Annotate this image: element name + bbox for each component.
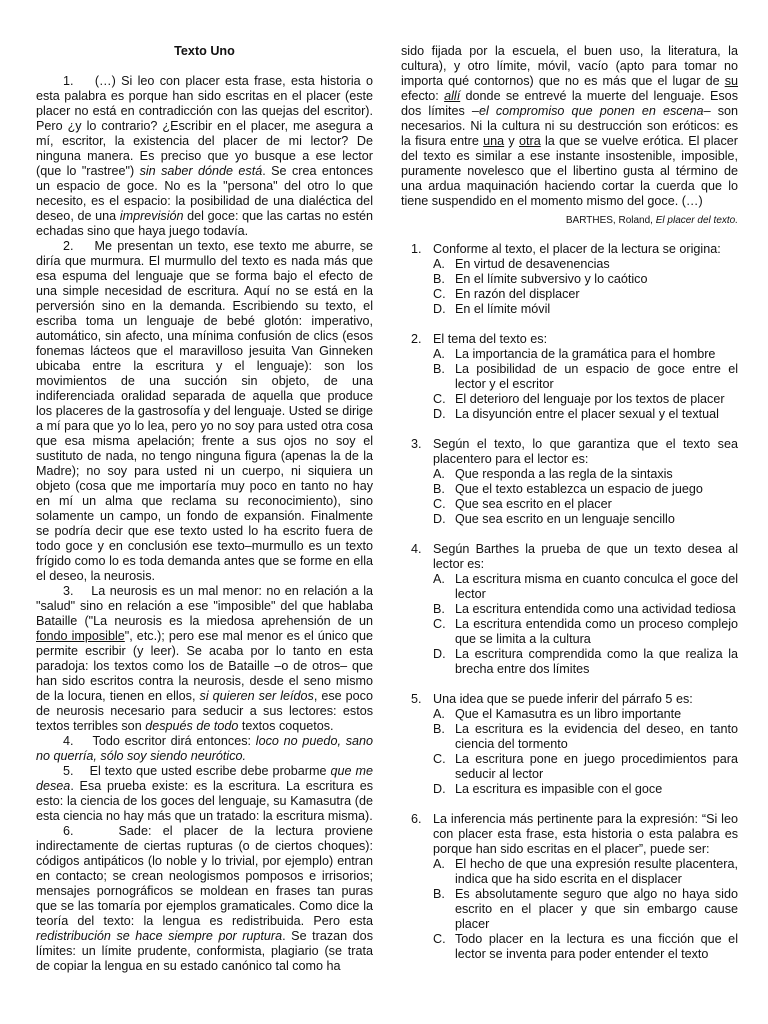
paragraph-number: 6. — [63, 824, 74, 838]
text-run: del goce: que las cartas no estén echadas sino que haya juego todavía. — [36, 209, 373, 238]
question-number: 1. — [411, 242, 422, 256]
answer-option — [433, 602, 738, 617]
option-text: La escritura misma en cuanto conculca el goce del lector — [455, 572, 738, 601]
answer-option — [433, 887, 738, 932]
answer-option — [433, 287, 738, 302]
question-number: 6. — [411, 812, 422, 826]
option-text: En virtud de desavenencias — [455, 257, 610, 271]
option-text: La escritura es impasible con el goce — [455, 782, 663, 796]
option-letter: B. — [433, 722, 445, 736]
answer-options — [401, 857, 738, 962]
text-run: redistribución se hace siempre por ruptura — [36, 929, 283, 943]
option-letter: A. — [433, 347, 445, 361]
option-text: La escritura es la evidencia del deseo, en tanto ciencia del tormento — [455, 722, 738, 751]
answer-options — [401, 467, 738, 527]
text-run: La neurosis es un mal menor: no en relación a la "salud" sino en relación a ese "imposible" del que hablaba Bataille ("La neurosis es la miedosa aprehensión de un — [36, 584, 373, 628]
option-letter: A. — [433, 572, 445, 586]
question-number: 5. — [411, 692, 422, 706]
paragraph — [36, 764, 373, 824]
paragraph-number: 1. — [63, 74, 74, 88]
option-text: La importancia de la gramática para el hombre — [455, 347, 716, 361]
option-letter: D. — [433, 407, 446, 421]
answer-option — [433, 497, 738, 512]
text-run: su — [724, 74, 738, 88]
text-run: después de todo — [145, 719, 239, 733]
paragraph — [36, 74, 373, 239]
question-text: Según Barthes la prueba de que un texto desea al lector es: — [433, 542, 738, 571]
answer-option — [433, 512, 738, 527]
question-stem — [401, 542, 738, 572]
answer-options — [401, 707, 738, 797]
option-letter: A. — [433, 857, 445, 871]
text-run: donde se entrevé la muerte del lenguaje. Esos dos límites – — [401, 89, 738, 118]
option-text: Es absolutamente seguro que algo no haya sido escrito en el placer y que sin embargo cause placer — [455, 887, 738, 931]
option-letter: B. — [433, 362, 445, 376]
paragraph-number: 2. — [63, 239, 74, 253]
option-letter: A. — [433, 257, 445, 271]
answer-option — [433, 347, 738, 362]
text-run: allí — [444, 89, 461, 103]
text-run: textos coquetos. — [238, 719, 334, 733]
option-text: La escritura entendida como un proceso complejo que se limita a la cultura — [455, 617, 738, 646]
option-text: Que sea escrito en un lenguaje sencillo — [455, 512, 675, 526]
text-run: y — [504, 134, 520, 148]
option-text: Que el texto establezca un espacio de juego — [455, 482, 703, 496]
question-item — [401, 812, 738, 962]
option-letter: C. — [433, 932, 446, 946]
text-run: . Se trazan dos límites: un límite prudente, conformista, plagiario (se trata de copiar la lengua en su estado canónico tal como ha — [36, 929, 373, 973]
text-run: efecto: — [401, 89, 445, 103]
answer-option — [433, 302, 738, 317]
text-run: la que se vuelve erótica. El placer del texto es similar a ese instante insostenible, imposible, puramente novelesco que el libertino gusta al término de una ardua maquinación haciendo cortar la cuerda que lo tiene suspendido en el momento mismo del goce. (…) — [401, 134, 738, 208]
text-continuation — [401, 44, 738, 209]
answer-options — [401, 347, 738, 422]
attribution-author: BARTHES, Roland, — [565, 215, 656, 226]
option-text: La disyunción entre el placer sexual y el textual — [455, 407, 719, 421]
answer-option — [433, 857, 738, 887]
paragraph — [36, 584, 373, 734]
question-item — [401, 332, 738, 422]
option-text: En el límite subversivo y lo caótico — [455, 272, 648, 286]
text-run: que me desea — [36, 764, 374, 793]
option-text: La escritura comprendida como la que realiza la brecha entre dos límites — [455, 647, 738, 676]
option-letter: D. — [433, 782, 446, 796]
answer-options — [401, 257, 738, 317]
answer-option — [433, 572, 738, 602]
attribution-work: El placer del texto. — [655, 215, 738, 226]
text-body — [36, 74, 373, 974]
text-run: el compromiso que ponen en escena — [478, 104, 704, 118]
paragraph-number: 4. — [63, 734, 74, 748]
option-text: En el límite móvil — [455, 302, 551, 316]
option-letter: B. — [433, 482, 445, 496]
question-number: 4. — [411, 542, 422, 556]
option-letter: B. — [433, 887, 445, 901]
answer-option — [433, 647, 738, 677]
question-stem — [401, 332, 738, 347]
answer-option — [433, 272, 738, 287]
text-run: . Se crea entonces un espacio de goce. No es la "persona" del otro lo que necesito, es el espacio: la posibilidad de una dialéctica del deseo, de una — [36, 164, 373, 223]
paragraph-number: 5. — [63, 764, 74, 778]
question-item — [401, 437, 738, 527]
questions-list — [401, 242, 738, 962]
answer-option — [433, 782, 738, 797]
question-stem — [401, 692, 738, 707]
paragraph — [36, 239, 373, 584]
text-run: Me presentan un texto, ese texto me aburre, se diría que murmura. El murmullo del texto es nada más que esa espuma del lenguaje que se forma bajo el efecto de una simple necesidad de escritura. Aquí no se está en la perversión sino en la demanda. Escribiendo su texto, el escriba toma un lenguaje de bebé glotón: imperativo, automático, sin afecto, una mínima confusión de clics (esos fonemas lácteos que el maravilloso jesuita Van Ginneken ubicaba entre la escritura y el lenguaje): son los movimientos de una succión sin objeto, de una indiferenciada oralidad separada de aquella que produce los placeres de la gastrosofía y del lenguaje. Usted se dirige a mí para que yo lo lea, pero yo no soy para usted otra cosa que esa misma apelación; frente a sus ojos no soy el sustituto de nada, no tengo ninguna figura (apenas la de la Madre); no soy para usted ni un cuerpo, ni siquiera un objeto (cosa que me importaría muy poco en tanto no hay en mí un alma que reclama su reconocimiento), sino solamente un campo, un fondo de expansión. Finalmente se podría decir que ese texto usted lo ha escrito fuera de todo goce y en conclusión ese texto–murmullo es un texto frígido como lo es toda demanda antes que se forme en ella el deseo, la neurosis. — [36, 239, 373, 583]
text-run: ", etc.); pero ese mal menor es el único que permite escribir (y leer). Se acaba por lo tanto en esta paradoja: los textos como los de Bataille –o de otros– que han sido escritos contra la neurosis, desde el seno mismo de la locura, tienen en ellos, — [36, 629, 373, 703]
answer-options — [401, 572, 738, 677]
answer-option — [433, 257, 738, 272]
answer-option — [433, 752, 738, 782]
option-text: La posibilidad de un espacio de goce entre el lector y el escritor — [455, 362, 738, 391]
option-letter: A. — [433, 707, 445, 721]
text-run: otra — [519, 134, 541, 148]
text-run: si quieren ser leídos — [199, 689, 314, 703]
question-text: La inferencia más pertinente para la expresión: “Si leo con placer esta frase, esta historia o esta palabra es porque han sido escritas en el placer”, puede ser: — [433, 812, 738, 856]
text-run: (…) Si leo con placer esta frase, esta historia o esta palabra es porque han sido escritas en el placer (este placer no está en contradicción con las quejas del escritor). Pero ¿y lo contrario? ¿Escribir en el placer, me asegura a mí, escritor, la existencia del placer de mi lector? De ninguna manera. Es preciso que yo busque a ese lector (que lo "rastree") — [36, 74, 373, 178]
answer-option — [433, 467, 738, 482]
text-run: imprevisión — [119, 209, 184, 223]
text-run: una — [483, 134, 505, 148]
text-run: sin saber dónde está — [139, 164, 263, 178]
text-run: , ese poco de neurosis necesario para seducir a sus lectores: estos textos terribles son — [36, 689, 373, 733]
option-letter: D. — [433, 302, 446, 316]
option-text: La escritura entendida como una actividad tediosa — [455, 602, 736, 616]
answer-option — [433, 392, 738, 407]
right-column — [401, 44, 738, 977]
text-run: – son necesarios. Ni la cultura ni su destrucción son eróticos: es la fisura entre — [401, 104, 739, 148]
paragraph — [36, 734, 373, 764]
question-item — [401, 692, 738, 797]
question-text: Según el texto, lo que garantiza que el texto sea placentero para el lector es: — [433, 437, 738, 466]
option-text: Todo placer en la lectura es una ficción que el lector se inventa para poder entender el texto — [455, 932, 738, 961]
option-text: Que el Kamasutra es un libro importante — [455, 707, 682, 721]
question-number: 3. — [411, 437, 422, 451]
answer-option — [433, 482, 738, 497]
question-stem — [401, 437, 738, 467]
text-run: El texto que usted escribe debe probarme — [89, 764, 331, 778]
answer-option — [433, 722, 738, 752]
question-text: El tema del texto es: — [433, 332, 548, 346]
option-letter: C. — [433, 752, 446, 766]
option-text: En razón del displacer — [455, 287, 580, 301]
answer-option — [433, 707, 738, 722]
text-run: Todo escritor dirá entonces: — [92, 734, 256, 748]
option-text: Que sea escrito en el placer — [455, 497, 612, 511]
option-text: Que responda a las regla de la sintaxis — [455, 467, 673, 481]
option-text: El deterioro del lenguaje por los textos de placer — [455, 392, 725, 406]
text-run: fondo imposible — [36, 629, 125, 643]
question-number: 2. — [411, 332, 422, 346]
paragraph — [36, 824, 373, 974]
text-run: sido fijada por la escuela, el buen uso, la literatura, la cultura), y otro límite, móvil, vacío (apto para tomar no importa qué contornos) que no es más que el lugar de — [401, 44, 738, 88]
left-column — [36, 44, 373, 974]
answer-option — [433, 407, 738, 422]
question-item — [401, 242, 738, 317]
page-title: Texto Uno — [174, 44, 235, 58]
question-item — [401, 542, 738, 677]
paragraph-number: 3. — [63, 584, 74, 598]
text-run: . Esa prueba existe: es la escritura. La escritura es esto: la ciencia de los goces del lenguaje, su Kamasutra (de esta ciencia no hay más que un tratado: la escritura misma). — [36, 779, 373, 823]
attribution — [401, 213, 738, 228]
question-text: Una idea que se puede inferir del párrafo 5 es: — [433, 692, 693, 706]
answer-option — [433, 617, 738, 647]
option-letter: B. — [433, 272, 445, 286]
option-letter: D. — [433, 512, 446, 526]
question-stem — [401, 812, 738, 857]
option-text: La escritura pone en juego procedimientos para seducir al lector — [455, 752, 738, 781]
question-stem — [401, 242, 738, 257]
text-run: loco no puedo, sano no querría, sólo soy siendo neurótico. — [36, 734, 374, 763]
option-letter: C. — [433, 617, 446, 631]
option-letter: B. — [433, 602, 445, 616]
option-letter: C. — [433, 497, 446, 511]
answer-option — [433, 932, 738, 962]
text-run: Sade: el placer de la lectura proviene indirectamente de ciertas rupturas (o de ciertos choques): códigos antipáticos (lo noble y lo trivial, por ejemplo) entran en contacto; se crean neologismos pomposos e irrisorios; mensajes pornográficos se moldean en frases tan puras que se las tomaría por ejemplos gramaticales. Como dice la teoría del texto: la lengua es redistribuida. Pero esta — [36, 824, 373, 928]
answer-option — [433, 362, 738, 392]
question-text: Conforme al texto, el placer de la lectura se origina: — [433, 242, 721, 256]
option-letter: D. — [433, 647, 446, 661]
option-letter: C. — [433, 287, 446, 301]
option-text: El hecho de que una expresión resulte placentera, indica que ha sido escrita en el displacer — [455, 857, 738, 886]
option-letter: A. — [433, 467, 445, 481]
option-letter: C. — [433, 392, 446, 406]
